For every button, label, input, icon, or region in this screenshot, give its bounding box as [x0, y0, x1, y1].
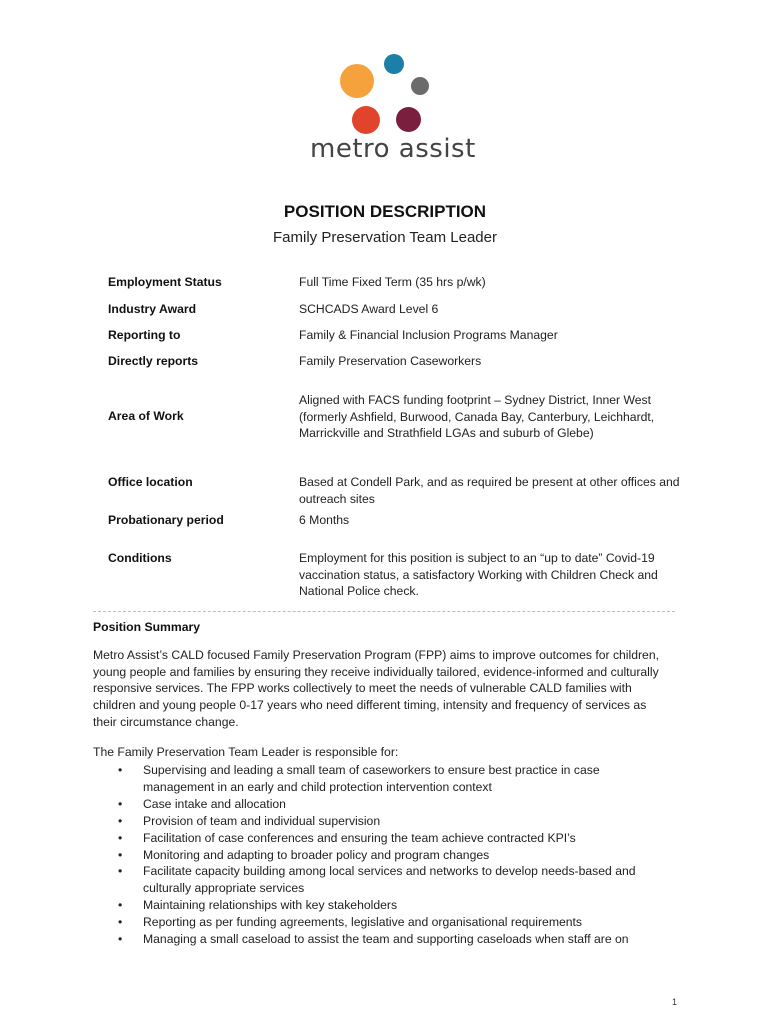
list-item	[93, 796, 673, 813]
detail-value: Aligned with FACS funding footprint – Sydney District, Inner West (formerly Ashfield, Burwood, Canada Bay, Canterbury, Leichhardt, Marrickville and Strathfield LGAs and suburb of Glebe)	[299, 393, 655, 440]
logo-blue-dot	[384, 54, 404, 74]
detail-value: Employment for this position is subject to an “up to date” Covid-19 vaccination status, a satisfactory Working with Children Check and National Police check.	[299, 551, 658, 598]
detail-value: 6 Months	[299, 513, 350, 527]
list-item-text: Managing a small caseload to assist the team and supporting caseloads when staff are on	[143, 932, 629, 947]
document-title: POSITION DESCRIPTION	[283, 202, 487, 221]
list-item-text: Provision of team and individual supervision	[143, 813, 381, 828]
list-item	[93, 830, 673, 847]
list-item-text: Facilitation of case conferences and ensuring the team achieve contracted KPI’s	[143, 830, 576, 845]
list-item	[93, 914, 673, 931]
list-item	[93, 813, 673, 830]
detail-label: Reporting to	[108, 328, 181, 342]
bullet-icon: •	[118, 763, 123, 777]
detail-label: Probationary period	[108, 513, 224, 527]
list-item	[93, 847, 673, 864]
list-item-text: Facilitate capacity building among local services and networks to develop needs-based and culturally appropriate services	[143, 864, 636, 896]
detail-label: Office location	[108, 475, 193, 489]
detail-value: Family & Financial Inclusion Programs Manager	[299, 328, 558, 342]
bullet-icon: •	[118, 915, 123, 930]
bullet-icon: •	[118, 847, 123, 862]
bullet-icon: •	[118, 864, 123, 879]
list-item	[93, 863, 673, 897]
detail-label: Area of Work	[108, 409, 184, 423]
list-item-text: Case intake and allocation	[143, 796, 286, 811]
responsibilities-intro: The Family Preservation Team Leader is responsible for:	[93, 745, 399, 759]
logo-orange-dot	[340, 64, 374, 98]
detail-label: Conditions	[108, 551, 172, 565]
logo-wordmark: metro assist	[310, 134, 476, 164]
bullet-icon: •	[118, 830, 123, 845]
position-title: Family Preservation Team Leader	[273, 229, 497, 246]
bullet-icon: •	[118, 796, 123, 811]
list-item-text: Monitoring and adapting to broader policy and program changes	[143, 847, 490, 862]
detail-label: Industry Award	[108, 302, 197, 316]
position-summary-heading: Position Summary	[93, 620, 201, 634]
list-item-text: Maintaining relationships with key stakeholders	[143, 898, 398, 913]
detail-value: Based at Condell Park, and as required be present at other offices and outreach sites	[299, 475, 680, 506]
logo-plum-dot	[396, 107, 421, 132]
list-item-text: Supervising and leading a small team of caseworkers to ensure best practice in case management in an early and child protection intervention context	[143, 763, 600, 794]
bullet-icon: •	[118, 898, 123, 913]
detail-value: Family Preservation Caseworkers	[299, 354, 482, 368]
page-number: 1	[672, 997, 678, 1007]
responsibilities-list	[93, 762, 673, 948]
list-item	[93, 762, 673, 796]
detail-label: Directly reports	[108, 354, 199, 368]
logo-grey-dot	[411, 77, 429, 95]
detail-label: Employment Status	[108, 275, 222, 289]
logo-red-dot	[352, 106, 380, 134]
list-item	[93, 931, 673, 948]
metro-assist-logo	[300, 50, 476, 170]
position-summary-paragraph: Metro Assist’s CALD focused Family Preservation Program (FPP) aims to improve outcomes for children, young people and families by ensuring they receive individually tailored, evidence-informed and culturally responsive services. The FPP works collectively to meet the needs of vulnerable CALD families with children and young people 0-17 years who need different timing, intensity and frequency of services as their circumstance change.	[93, 648, 660, 729]
section-divider	[93, 611, 675, 612]
list-item-text: Reporting as per funding agreements, legislative and organisational requirements	[143, 915, 583, 930]
detail-value: SCHCADS Award Level 6	[299, 302, 439, 316]
bullet-icon: •	[118, 813, 123, 828]
detail-value: Full Time Fixed Term (35 hrs p/wk)	[299, 275, 486, 289]
bullet-icon: •	[118, 932, 123, 947]
list-item	[93, 897, 673, 914]
